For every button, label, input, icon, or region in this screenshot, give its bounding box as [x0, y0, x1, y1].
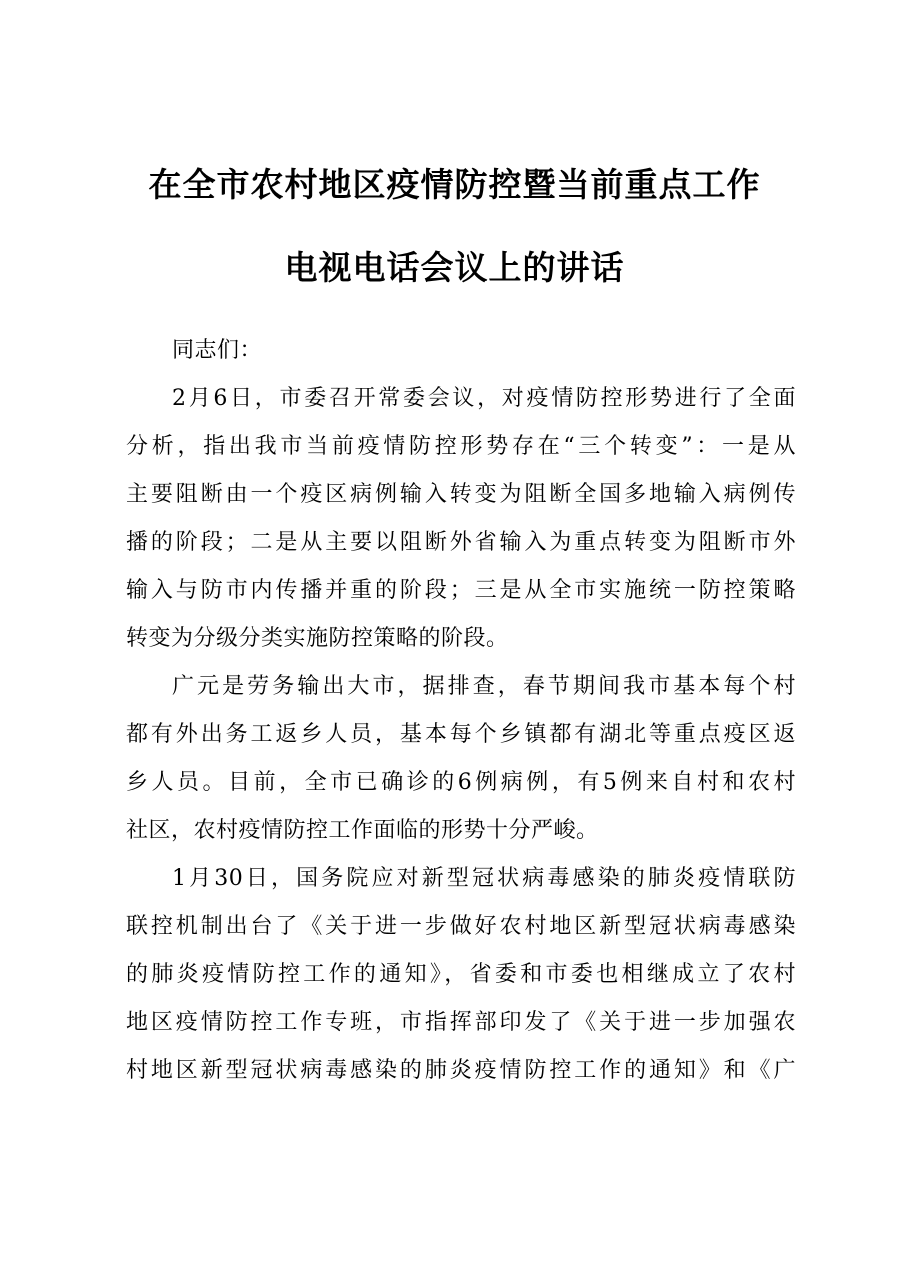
paragraph-line: 乡人员。目前，全市已确诊的6例病例，有5例来自村和农村	[126, 770, 796, 795]
paragraph-line: 都有外出务工返乡人员，基本每个乡镇都有湖北等重点疫区返	[126, 722, 796, 747]
greeting: 同志们：	[172, 338, 263, 363]
paragraph-line: 地区疫情防控工作专班，市指挥部印发了《关于进一步加强农	[126, 1010, 796, 1035]
paragraph-line: 分析，指出我市当前疫情防控形势存在“三个转变”：一是从	[126, 434, 796, 459]
paragraph-line: 2月6日，市委召开常委会议，对疫情防控形势进行了全面	[172, 386, 796, 411]
document-title-line-1: 在全市农村地区疫情防控暨当前重点工作	[148, 165, 761, 204]
paragraph-line: 输入与防市内传播并重的阶段；三是从全市实施统一防控策略	[126, 578, 796, 603]
paragraph-line: 主要阻断由一个疫区病例输入转变为阻断全国多地输入病例传	[126, 482, 796, 507]
paragraph-line: 播的阶段；二是从主要以阻断外省输入为重点转变为阻断市外	[126, 530, 796, 555]
paragraph-line: 1月30日，国务院应对新型冠状病毒感染的肺炎疫情联防	[172, 866, 796, 891]
document-title-line-2: 电视电话会议上的讲话	[284, 248, 625, 287]
paragraph-line: 社区，农村疫情防控工作面临的形势十分严峻。	[126, 818, 599, 843]
paragraph-line: 广元是劳务输出大市，据排查，春节期间我市基本每个村	[172, 674, 796, 699]
paragraph-line: 联控机制出台了《关于进一步做好农村地区新型冠状病毒感染	[126, 914, 796, 939]
paragraph-line: 转变为分级分类实施防控策略的阶段。	[126, 626, 509, 651]
paragraph-line: 的肺炎疫情防控工作的通知》，省委和市委也相继成立了农村	[126, 962, 796, 987]
paragraph-line: 村地区新型冠状病毒感染的肺炎疫情防控工作的通知》和《广	[126, 1058, 796, 1083]
